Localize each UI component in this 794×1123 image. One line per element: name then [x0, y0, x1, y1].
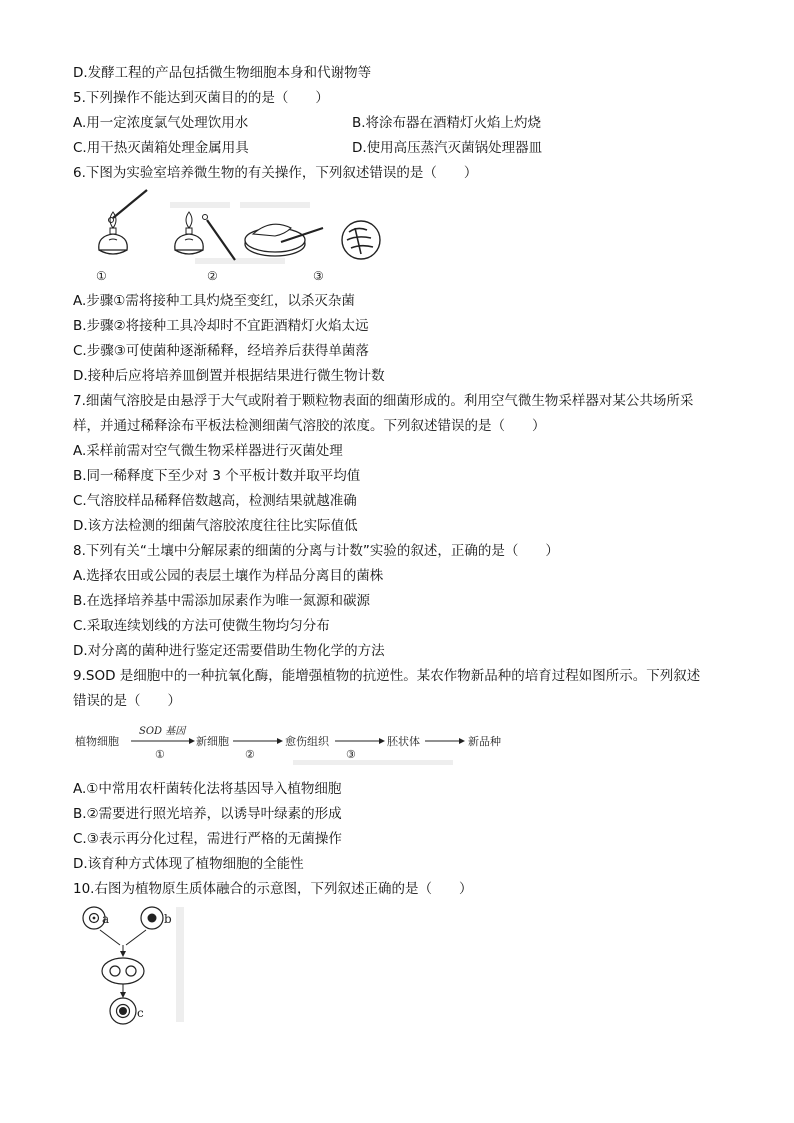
q9-flow-diagram: [73, 722, 523, 772]
q6-figure: [85, 188, 385, 288]
q10-fusion-diagram: [80, 903, 190, 1028]
q9-stem-line1: 9.SOD 是细胞中的一种抗氧化酶，能增强植物的抗逆性。某农作物新品种的培育过程如图所示。下列叙述: [73, 668, 701, 684]
inoculating-loop-icon: [109, 190, 148, 223]
flow-step-3: ③: [346, 748, 356, 761]
label-c: c: [137, 1006, 144, 1020]
fused-protoplast-icon: [102, 958, 144, 984]
q6-option-d: D.接种后应将培养皿倒置并根据结果进行微生物计数: [73, 368, 385, 384]
q5-option-c: C.用干热灭菌箱处理金属用具: [73, 140, 249, 156]
q8-stem: 8.下列有关“土壤中分解尿素的细菌的分离与计数”实验的叙述，正确的是（ ）: [73, 543, 559, 559]
streaked-plate-icon: [342, 221, 380, 259]
scan-ghost-text: [176, 907, 184, 1022]
arrowhead-icon: [459, 738, 465, 744]
q8-option-c: C.采取连续划线的方法可使微生物均匀分布: [73, 618, 330, 634]
arrowhead-icon: [277, 738, 283, 744]
flow-label-sod-gene: SOD 基因: [139, 726, 186, 737]
q8-option-a: A.选择农田或公园的表层土壤作为样品分离目的菌株: [73, 568, 384, 584]
flow-step-2: ②: [245, 748, 255, 761]
step1-label: ①: [96, 269, 107, 283]
inoculating-loop-icon: [203, 215, 236, 261]
q6-option-b: B.步骤②将接种工具冷却时不宜距酒精灯火焰太远: [73, 318, 369, 334]
step2-label: ②: [207, 269, 218, 283]
q9-stem-line2: 错误的是（ ）: [73, 693, 181, 709]
flow-step-1: ①: [155, 748, 165, 761]
flow-node-callus: 愈伤组织: [285, 735, 329, 748]
q5-stem: 5.下列操作不能达到灭菌目的的是（ ）: [73, 90, 329, 106]
q5-option-a: A.用一定浓度氯气处理饮用水: [73, 115, 249, 131]
scan-ghost-text: [293, 760, 453, 765]
petri-dish-icon: [245, 224, 323, 256]
q6-option-c: C.步骤③可使菌种逐渐稀释，经培养后获得单菌落: [73, 343, 369, 359]
down-arrow-icon: [120, 984, 126, 998]
q7-option-b: B.同一稀释度下至少对 3 个平板计数并取平均值: [73, 468, 361, 484]
fusion-arrows: [100, 930, 146, 957]
q6-option-a: A.步骤①需将接种工具灼烧至变红，以杀灭杂菌: [73, 293, 355, 309]
q7-option-c: C.气溶胶样品稀释倍数越高，检测结果就越准确: [73, 493, 357, 509]
flow-node-new-variety: 新品种: [468, 735, 501, 748]
arrowhead-icon: [379, 738, 385, 744]
hybrid-cell-c-icon: [110, 998, 136, 1024]
alcohol-lamp-icon: [175, 212, 203, 254]
q8-option-b: B.在选择培养基中需添加尿素作为唯一氮源和碳源: [73, 593, 371, 609]
flow-node-new-cell: 新细胞: [196, 735, 229, 748]
protoplast-b-icon: [141, 907, 163, 929]
label-b: b: [164, 912, 172, 926]
label-a: a: [102, 912, 110, 926]
q7-option-d: D.该方法检测的细菌气溶胶浓度往往比实际值低: [73, 518, 358, 534]
q9-option-b: B.②需要进行照光培养，以诱导叶绿素的形成: [73, 806, 342, 822]
arrowhead-icon: [189, 738, 195, 744]
q6-stem: 6.下图为实验室培养微生物的有关操作，下列叙述错误的是（ ）: [73, 165, 478, 181]
step3-label: ③: [313, 269, 324, 283]
q4-option-d: D.发酵工程的产品包括微生物细胞本身和代谢物等: [73, 65, 372, 81]
q10-stem: 10.右图为植物原生质体融合的示意图，下列叙述正确的是（ ）: [73, 881, 473, 897]
q7-stem-line2: 样，并通过稀释涂布平板法检测细菌气溶胶的浓度。下列叙述错误的是（ ）: [73, 418, 546, 434]
flow-node-embryoid: 胚状体: [387, 735, 420, 748]
q9-option-a: A.①中常用农杆菌转化法将基因导入植物细胞: [73, 781, 342, 797]
q9-option-c: C.③表示再分化过程，需进行严格的无菌操作: [73, 831, 342, 847]
q8-option-d: D.对分离的菌种进行鉴定还需要借助生物化学的方法: [73, 643, 385, 659]
q5-option-d: D.使用高压蒸汽灭菌锅处理器皿: [352, 140, 543, 156]
q9-option-d: D.该育种方式体现了植物细胞的全能性: [73, 856, 304, 872]
q7-option-a: A.采样前需对空气微生物采样器进行灭菌处理: [73, 443, 343, 459]
q7-stem-line1: 7.细菌气溶胶是由悬浮于大气或附着于颗粒物表面的细菌形成的。利用空气微生物采样器对某公共场所采: [73, 393, 694, 409]
q5-option-b: B.将涂布器在酒精灯火焰上灼烧: [352, 115, 542, 131]
flow-node-plant-cell: 植物细胞: [75, 735, 119, 748]
